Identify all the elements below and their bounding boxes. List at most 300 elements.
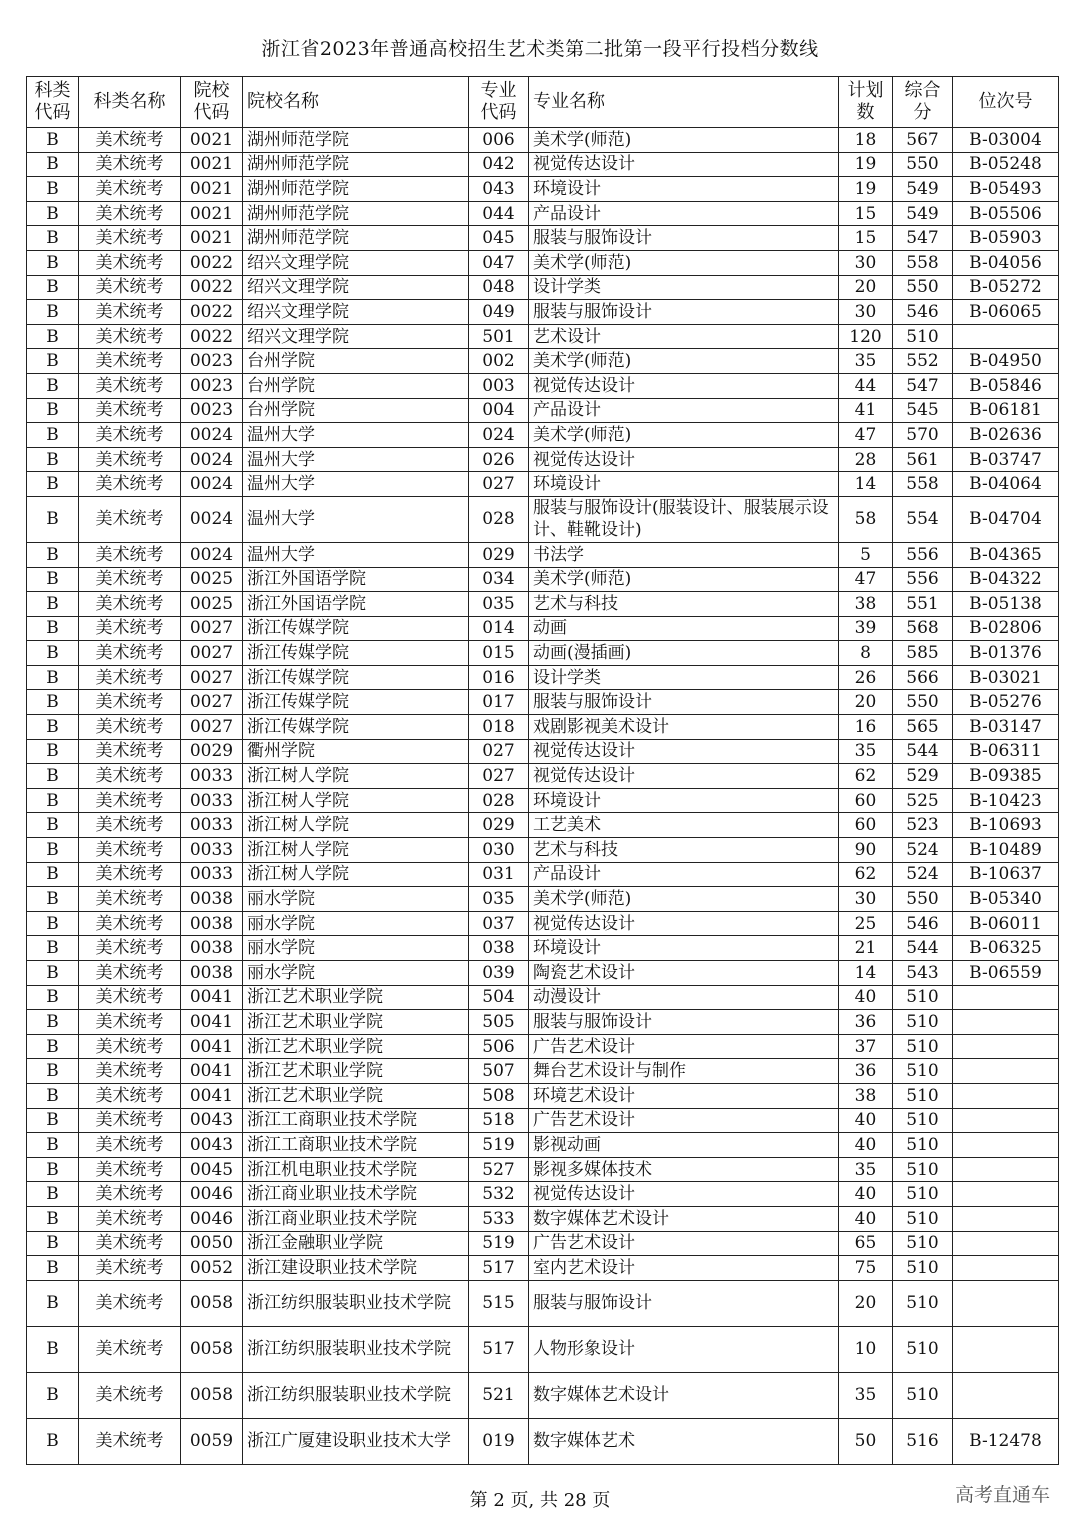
table-row	[27, 985, 1059, 1010]
cell-school-code: 0021	[181, 226, 243, 251]
cell-category-code: B	[27, 1256, 79, 1281]
cell-major-code: 038	[469, 936, 529, 961]
cell-rank	[953, 1326, 1059, 1372]
cell-school-code: 0041	[181, 985, 243, 1010]
cell-score: 510	[893, 1010, 953, 1035]
cell-major-code: 518	[469, 1108, 529, 1133]
cell-rank	[953, 1133, 1059, 1158]
cell-rank: B-04056	[953, 250, 1059, 275]
cell-plan: 40	[839, 985, 893, 1010]
cell-school-name: 浙江树人学院	[243, 862, 469, 887]
table-row	[27, 838, 1059, 863]
cell-rank: B-03004	[953, 128, 1059, 153]
cell-major-code: 042	[469, 152, 529, 177]
cell-rank: B-03021	[953, 665, 1059, 690]
cell-category-code: B	[27, 1280, 79, 1326]
cell-school-code: 0033	[181, 788, 243, 813]
cell-school-code: 0033	[181, 813, 243, 838]
cell-major-name: 服装与服饰设计(服装设计、服装展示设计、鞋靴设计)	[529, 496, 839, 542]
cell-category-code: B	[27, 349, 79, 374]
cell-school-code: 0041	[181, 1010, 243, 1035]
cell-rank: B-06181	[953, 398, 1059, 423]
cell-plan: 20	[839, 1280, 893, 1326]
cell-category-name: 美术统考	[79, 739, 181, 764]
cell-category-code: B	[27, 1133, 79, 1158]
cell-major-name: 视觉传达设计	[529, 911, 839, 936]
cell-school-code: 0041	[181, 1034, 243, 1059]
cell-major-code: 006	[469, 128, 529, 153]
cell-major-name: 动漫设计	[529, 985, 839, 1010]
cell-rank: B-01376	[953, 641, 1059, 666]
cell-school-name: 浙江树人学院	[243, 838, 469, 863]
cell-school-name: 浙江工商职业技术学院	[243, 1133, 469, 1158]
cell-score: 547	[893, 373, 953, 398]
cell-major-code: 501	[469, 324, 529, 349]
cell-major-name: 美术学(师范)	[529, 349, 839, 374]
cell-category-code: B	[27, 838, 79, 863]
cell-school-code: 0025	[181, 567, 243, 592]
cell-category-name: 美术统考	[79, 641, 181, 666]
cell-rank: B-04704	[953, 496, 1059, 542]
table-row	[27, 496, 1059, 542]
cell-category-name: 美术统考	[79, 788, 181, 813]
cell-rank	[953, 1083, 1059, 1108]
cell-major-code: 047	[469, 250, 529, 275]
cell-score: 558	[893, 472, 953, 497]
table-row	[27, 201, 1059, 226]
cell-plan: 58	[839, 496, 893, 542]
cell-major-name: 视觉传达设计	[529, 447, 839, 472]
cell-category-code: B	[27, 1418, 79, 1464]
cell-plan: 75	[839, 1256, 893, 1281]
cell-school-code: 0024	[181, 447, 243, 472]
cell-major-code: 028	[469, 788, 529, 813]
cell-plan: 65	[839, 1231, 893, 1256]
cell-score: 551	[893, 592, 953, 617]
cell-major-name: 产品设计	[529, 201, 839, 226]
table-row	[27, 764, 1059, 789]
cell-category-code: B	[27, 1206, 79, 1231]
cell-category-code: B	[27, 764, 79, 789]
cell-category-name: 美术统考	[79, 1034, 181, 1059]
cell-school-code: 0046	[181, 1206, 243, 1231]
cell-school-name: 浙江传媒学院	[243, 690, 469, 715]
cell-major-name: 人物形象设计	[529, 1326, 839, 1372]
cell-rank	[953, 1010, 1059, 1035]
cell-major-name: 设计学类	[529, 665, 839, 690]
cell-school-code: 0024	[181, 423, 243, 448]
cell-major-code: 517	[469, 1256, 529, 1281]
table-row	[27, 1182, 1059, 1207]
cell-rank: B-10693	[953, 813, 1059, 838]
cell-rank	[953, 1059, 1059, 1084]
cell-category-code: B	[27, 472, 79, 497]
cell-category-name: 美术统考	[79, 1256, 181, 1281]
cell-school-name: 湖州师范学院	[243, 152, 469, 177]
cell-plan: 15	[839, 226, 893, 251]
cell-school-name: 浙江广厦建设职业技术大学	[243, 1418, 469, 1464]
cell-category-name: 美术统考	[79, 1280, 181, 1326]
cell-category-name: 美术统考	[79, 250, 181, 275]
cell-score: 550	[893, 152, 953, 177]
cell-major-name: 服装与服饰设计	[529, 1280, 839, 1326]
cell-school-name: 浙江艺术职业学院	[243, 1010, 469, 1035]
cell-category-name: 美术统考	[79, 1108, 181, 1133]
cell-category-code: B	[27, 1108, 79, 1133]
cell-rank: B-05903	[953, 226, 1059, 251]
cell-school-code: 0022	[181, 250, 243, 275]
cell-major-code: 030	[469, 838, 529, 863]
cell-plan: 14	[839, 961, 893, 986]
cell-school-name: 绍兴文理学院	[243, 300, 469, 325]
cell-major-name: 视觉传达设计	[529, 764, 839, 789]
cell-major-code: 037	[469, 911, 529, 936]
cell-score: 549	[893, 201, 953, 226]
cell-category-name: 美术统考	[79, 813, 181, 838]
cell-school-code: 0022	[181, 275, 243, 300]
cell-plan: 40	[839, 1182, 893, 1207]
cell-school-name: 湖州师范学院	[243, 177, 469, 202]
cell-school-name: 丽水学院	[243, 911, 469, 936]
cell-category-code: B	[27, 275, 79, 300]
cell-category-name: 美术统考	[79, 838, 181, 863]
cell-rank	[953, 1157, 1059, 1182]
cell-category-code: B	[27, 1059, 79, 1084]
cell-school-name: 浙江外国语学院	[243, 592, 469, 617]
cell-score: 510	[893, 1034, 953, 1059]
cell-school-name: 丽水学院	[243, 936, 469, 961]
cell-rank: B-05846	[953, 373, 1059, 398]
cell-school-name: 浙江商业职业技术学院	[243, 1182, 469, 1207]
page-footer: 第 2 页, 共 28 页	[469, 1490, 611, 1511]
table-row	[27, 1083, 1059, 1108]
cell-score: 510	[893, 1133, 953, 1158]
cell-plan: 62	[839, 862, 893, 887]
cell-school-code: 0023	[181, 373, 243, 398]
cell-school-code: 0052	[181, 1256, 243, 1281]
cell-plan: 40	[839, 1133, 893, 1158]
cell-school-name: 温州大学	[243, 542, 469, 567]
cell-plan: 16	[839, 715, 893, 740]
table-row	[27, 1059, 1059, 1084]
cell-major-name: 数字媒体艺术设计	[529, 1206, 839, 1231]
cell-rank: B-04064	[953, 472, 1059, 497]
cell-major-code: 521	[469, 1372, 529, 1418]
cell-school-name: 浙江传媒学院	[243, 641, 469, 666]
cell-school-name: 浙江工商职业技术学院	[243, 1108, 469, 1133]
cell-score: 510	[893, 1157, 953, 1182]
cell-school-name: 浙江艺术职业学院	[243, 985, 469, 1010]
cell-major-name: 美术学(师范)	[529, 423, 839, 448]
cell-category-name: 美术统考	[79, 1182, 181, 1207]
table-row	[27, 1418, 1059, 1464]
cell-school-code: 0043	[181, 1133, 243, 1158]
cell-category-name: 美术统考	[79, 398, 181, 423]
cell-school-name: 台州学院	[243, 373, 469, 398]
table-row	[27, 1231, 1059, 1256]
cell-major-name: 服装与服饰设计	[529, 226, 839, 251]
cell-category-code: B	[27, 177, 79, 202]
cell-category-name: 美术统考	[79, 567, 181, 592]
cell-major-code: 507	[469, 1059, 529, 1084]
cell-plan: 5	[839, 542, 893, 567]
header-plan: 计划数	[839, 77, 893, 128]
cell-major-code: 019	[469, 1418, 529, 1464]
cell-major-name: 产品设计	[529, 862, 839, 887]
cell-major-name: 广告艺术设计	[529, 1034, 839, 1059]
table-row	[27, 936, 1059, 961]
cell-category-name: 美术统考	[79, 373, 181, 398]
cell-major-name: 工艺美术	[529, 813, 839, 838]
cell-score: 510	[893, 1231, 953, 1256]
cell-school-name: 绍兴文理学院	[243, 324, 469, 349]
cell-category-code: B	[27, 715, 79, 740]
cell-school-code: 0027	[181, 641, 243, 666]
cell-school-code: 0033	[181, 838, 243, 863]
table-row	[27, 788, 1059, 813]
cell-category-name: 美术统考	[79, 1326, 181, 1372]
cell-major-code: 002	[469, 349, 529, 374]
cell-rank: B-02806	[953, 616, 1059, 641]
cell-category-code: B	[27, 1157, 79, 1182]
cell-plan: 38	[839, 1083, 893, 1108]
cell-category-name: 美术统考	[79, 201, 181, 226]
cell-major-code: 029	[469, 542, 529, 567]
table-row	[27, 275, 1059, 300]
cell-plan: 60	[839, 788, 893, 813]
cell-category-name: 美术统考	[79, 887, 181, 912]
cell-score: 558	[893, 250, 953, 275]
cell-plan: 30	[839, 300, 893, 325]
cell-major-name: 艺术设计	[529, 324, 839, 349]
cell-major-code: 517	[469, 1326, 529, 1372]
cell-score: 546	[893, 911, 953, 936]
cell-school-code: 0025	[181, 592, 243, 617]
cell-rank	[953, 1372, 1059, 1418]
cell-score: 510	[893, 1083, 953, 1108]
cell-score: 585	[893, 641, 953, 666]
cell-major-code: 505	[469, 1010, 529, 1035]
header-rank: 位次号	[953, 77, 1059, 128]
cell-score: 525	[893, 788, 953, 813]
cell-school-name: 绍兴文理学院	[243, 275, 469, 300]
table-row	[27, 739, 1059, 764]
cell-school-code: 0033	[181, 862, 243, 887]
header-category-code: 科类代码	[27, 77, 79, 128]
cell-school-code: 0046	[181, 1182, 243, 1207]
cell-rank: B-05340	[953, 887, 1059, 912]
cell-major-name: 视觉传达设计	[529, 152, 839, 177]
cell-major-name: 设计学类	[529, 275, 839, 300]
cell-rank	[953, 1256, 1059, 1281]
cell-school-name: 浙江树人学院	[243, 813, 469, 838]
cell-major-code: 004	[469, 398, 529, 423]
cell-school-code: 0043	[181, 1108, 243, 1133]
cell-score: 529	[893, 764, 953, 789]
cell-plan: 47	[839, 423, 893, 448]
cell-category-name: 美术统考	[79, 985, 181, 1010]
cell-major-name: 影视动画	[529, 1133, 839, 1158]
cell-category-code: B	[27, 250, 79, 275]
cell-major-code: 043	[469, 177, 529, 202]
cell-category-code: B	[27, 201, 79, 226]
table-row	[27, 447, 1059, 472]
cell-major-code: 014	[469, 616, 529, 641]
cell-rank	[953, 1206, 1059, 1231]
cell-major-code: 029	[469, 813, 529, 838]
cell-category-code: B	[27, 567, 79, 592]
cell-plan: 35	[839, 1372, 893, 1418]
cell-major-code: 027	[469, 472, 529, 497]
cell-score: 561	[893, 447, 953, 472]
cell-school-name: 浙江建设职业技术学院	[243, 1256, 469, 1281]
cell-school-code: 0058	[181, 1372, 243, 1418]
cell-category-code: B	[27, 226, 79, 251]
cell-plan: 44	[839, 373, 893, 398]
cell-major-name: 产品设计	[529, 398, 839, 423]
cell-major-name: 戏剧影视美术设计	[529, 715, 839, 740]
table-row	[27, 1157, 1059, 1182]
cell-school-name: 浙江艺术职业学院	[243, 1083, 469, 1108]
cell-category-name: 美术统考	[79, 275, 181, 300]
table-header	[27, 77, 1059, 128]
cell-rank: B-09385	[953, 764, 1059, 789]
cell-score: 550	[893, 275, 953, 300]
cell-major-name: 美术学(师范)	[529, 250, 839, 275]
cell-major-name: 服装与服饰设计	[529, 690, 839, 715]
cell-category-code: B	[27, 592, 79, 617]
cell-category-code: B	[27, 1182, 79, 1207]
cell-school-code: 0022	[181, 324, 243, 349]
cell-major-code: 031	[469, 862, 529, 887]
cell-score: 550	[893, 887, 953, 912]
cell-major-code: 016	[469, 665, 529, 690]
cell-major-code: 035	[469, 887, 529, 912]
cell-category-code: B	[27, 788, 79, 813]
cell-rank: B-05493	[953, 177, 1059, 202]
cell-school-name: 湖州师范学院	[243, 201, 469, 226]
cell-category-name: 美术统考	[79, 1418, 181, 1464]
cell-rank: B-10423	[953, 788, 1059, 813]
cell-rank	[953, 985, 1059, 1010]
cell-school-name: 台州学院	[243, 349, 469, 374]
cell-category-code: B	[27, 1326, 79, 1372]
table-row	[27, 373, 1059, 398]
cell-score: 544	[893, 936, 953, 961]
cell-category-name: 美术统考	[79, 764, 181, 789]
cell-major-code: 003	[469, 373, 529, 398]
cell-category-name: 美术统考	[79, 961, 181, 986]
cell-school-name: 衢州学院	[243, 739, 469, 764]
header-score: 综合分	[893, 77, 953, 128]
cell-score: 510	[893, 1280, 953, 1326]
cell-school-name: 浙江纺织服装职业技术学院	[243, 1372, 469, 1418]
cell-category-code: B	[27, 324, 79, 349]
cell-rank: B-05276	[953, 690, 1059, 715]
cell-major-name: 美术学(师范)	[529, 128, 839, 153]
cell-plan: 20	[839, 690, 893, 715]
cell-category-name: 美术统考	[79, 496, 181, 542]
cell-score: 510	[893, 1059, 953, 1084]
cell-school-name: 丽水学院	[243, 887, 469, 912]
cell-score: 510	[893, 1182, 953, 1207]
table-row	[27, 813, 1059, 838]
cell-score: 543	[893, 961, 953, 986]
cell-school-name: 温州大学	[243, 496, 469, 542]
cell-school-name: 浙江传媒学院	[243, 616, 469, 641]
table-row	[27, 1010, 1059, 1035]
cell-major-code: 506	[469, 1034, 529, 1059]
cell-category-code: B	[27, 813, 79, 838]
cell-school-code: 0058	[181, 1326, 243, 1372]
cell-plan: 47	[839, 567, 893, 592]
cell-category-name: 美术统考	[79, 542, 181, 567]
cell-plan: 35	[839, 1157, 893, 1182]
cell-major-name: 动画	[529, 616, 839, 641]
table-row	[27, 423, 1059, 448]
table-row	[27, 1256, 1059, 1281]
cell-rank: B-06065	[953, 300, 1059, 325]
cell-school-name: 台州学院	[243, 398, 469, 423]
cell-school-name: 浙江传媒学院	[243, 715, 469, 740]
cell-school-code: 0027	[181, 690, 243, 715]
cell-major-code: 027	[469, 764, 529, 789]
cell-rank: B-05506	[953, 201, 1059, 226]
table-row	[27, 911, 1059, 936]
cell-score: 524	[893, 862, 953, 887]
cell-major-name: 视觉传达设计	[529, 373, 839, 398]
cell-plan: 8	[839, 641, 893, 666]
cell-school-name: 温州大学	[243, 447, 469, 472]
cell-school-code: 0038	[181, 911, 243, 936]
cell-school-code: 0021	[181, 128, 243, 153]
cell-plan: 35	[839, 739, 893, 764]
cell-plan: 15	[839, 201, 893, 226]
cell-rank: B-04950	[953, 349, 1059, 374]
cell-score: 546	[893, 300, 953, 325]
cell-major-name: 环境设计	[529, 472, 839, 497]
cell-major-name: 服装与服饰设计	[529, 300, 839, 325]
cell-major-name: 室内艺术设计	[529, 1256, 839, 1281]
cell-rank: B-10637	[953, 862, 1059, 887]
cell-category-name: 美术统考	[79, 226, 181, 251]
cell-category-name: 美术统考	[79, 715, 181, 740]
cell-category-code: B	[27, 1231, 79, 1256]
cell-category-name: 美术统考	[79, 1059, 181, 1084]
cell-category-code: B	[27, 911, 79, 936]
cell-major-name: 艺术与科技	[529, 838, 839, 863]
table-row	[27, 862, 1059, 887]
cell-plan: 21	[839, 936, 893, 961]
cell-score: 524	[893, 838, 953, 863]
cell-category-name: 美术统考	[79, 862, 181, 887]
cell-category-code: B	[27, 300, 79, 325]
cell-category-name: 美术统考	[79, 349, 181, 374]
cell-rank	[953, 324, 1059, 349]
cell-major-name: 服装与服饰设计	[529, 1010, 839, 1035]
cell-school-name: 浙江纺织服装职业技术学院	[243, 1326, 469, 1372]
cell-category-code: B	[27, 887, 79, 912]
cell-score: 510	[893, 324, 953, 349]
cell-category-code: B	[27, 496, 79, 542]
header-major-code: 专业代码	[469, 77, 529, 128]
table-row	[27, 349, 1059, 374]
cell-rank	[953, 1182, 1059, 1207]
cell-category-name: 美术统考	[79, 447, 181, 472]
table-row	[27, 690, 1059, 715]
cell-score: 567	[893, 128, 953, 153]
cell-major-code: 048	[469, 275, 529, 300]
